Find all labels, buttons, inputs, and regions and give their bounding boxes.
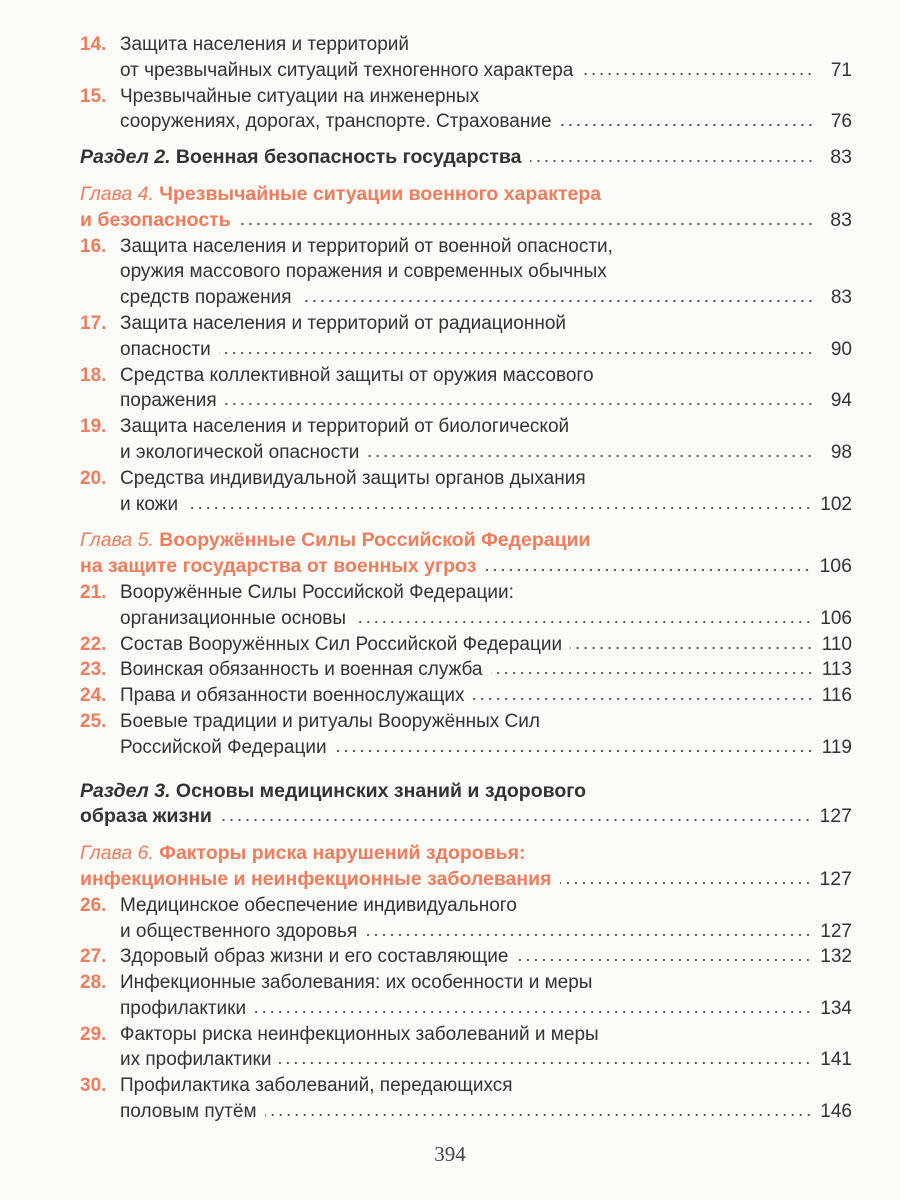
topic-number: 29. [80,1023,107,1045]
toc-line [80,109,852,135]
toc-line [80,804,852,830]
dot-leader [367,454,814,458]
entry-title: Состав Вооружённых Сил Российской Федерации [120,633,563,655]
toc-topic-entry [80,363,852,415]
dot-leader [570,646,814,650]
entry-title: оружия массового поражения и современных обычных [120,261,607,283]
toc-line [80,492,852,518]
entry-label: Раздел 2. [80,146,171,169]
entry-title: Военная безопасность государства [175,146,522,169]
entry-title: образа жизни [80,805,212,828]
toc-line [80,234,852,260]
toc-line [80,657,852,683]
dot-leader [219,351,814,355]
page-ref: 127 [819,805,852,828]
topic-number: 23. [80,659,107,681]
topic-number: 26. [80,894,107,916]
dot-leader [225,402,814,406]
dot-leader [516,958,812,962]
toc-line [80,970,852,996]
page-ref: 106 [819,555,852,578]
dot-leader [186,506,812,510]
entry-title: Защита населения и территорий от военной опасности, [120,235,613,257]
toc-line [80,84,852,110]
toc-line [80,735,852,761]
table-of-contents [80,32,852,1125]
toc-topic-entry [80,1073,852,1125]
entry-title: Инфекционные заболевания: их особенности и меры [120,972,593,994]
page-ref: 106 [820,607,852,629]
entry-title: Основы медицинских знаний и здорового [175,779,587,802]
toc-topic-entry [80,683,852,709]
toc-topic-entry [80,657,852,683]
entry-title: Средства коллективной защиты от оружия массового [120,364,594,386]
toc-line [80,182,852,208]
toc-line [80,606,852,632]
dot-leader [354,620,812,624]
entry-label: Глава 4. [80,182,154,205]
topic-number: 24. [80,685,107,707]
entry-title: Факторы риска неинфекционных заболеваний и меры [120,1023,599,1045]
toc-topic-entry [80,709,852,761]
toc-line [80,440,852,466]
toc-topic-entry [80,580,852,632]
toc-line [80,944,852,970]
toc-chapter-entry [80,182,852,234]
toc-line [80,58,852,84]
toc-line [80,363,852,389]
toc-line [80,388,852,414]
entry-title: Профилактика заболеваний, передающихся [120,1075,513,1097]
topic-number: 30. [80,1075,107,1097]
toc-line [80,996,852,1022]
page-ref: 76 [830,111,852,133]
entry-title: Защита населения и территорий от биологической [120,416,570,438]
toc-topic-entry [80,84,852,136]
toc-line [80,779,852,805]
topic-number: 28. [80,972,107,994]
toc-line [80,632,852,658]
toc-line [80,919,852,945]
topic-number: 14. [80,34,107,55]
toc-line [80,414,852,440]
entry-title: поражения [120,390,217,412]
entry-title: Факторы риска нарушений здоровья: [159,842,526,865]
entry-title: Воинская обязанность и военная служба [120,659,483,681]
page-ref: 141 [820,1049,852,1071]
toc-topic-entry [80,466,852,518]
page-ref: 83 [830,287,852,309]
dot-leader [239,222,814,226]
entry-title: Защита населения и территорий от радиационной [120,312,567,334]
page-ref: 127 [820,920,852,942]
topic-number: 22. [80,633,107,655]
page-ref: 71 [830,59,852,81]
toc-line [80,841,852,867]
toc-topic-entry [80,32,852,84]
topic-number: 18. [80,364,107,386]
dot-leader [581,72,814,76]
toc-line [80,709,852,735]
dot-leader [473,697,814,701]
entry-title: Вооружённые Силы Российской Федерации [159,529,591,552]
topic-number: 27. [80,946,107,968]
entry-label: Глава 6. [80,842,154,865]
dot-leader [365,933,812,937]
page-ref: 113 [821,659,852,681]
toc-line [80,466,852,492]
toc-chapter-entry [80,841,852,893]
toc-line [80,311,852,337]
toc-line [80,580,852,606]
entry-title: от чрезвычайных ситуаций техногенного характера [120,59,574,81]
page-ref: 83 [830,208,852,231]
dot-leader [254,1010,812,1014]
page-ref: 102 [820,493,852,515]
toc-line [80,1073,852,1099]
entry-title: половым путём [120,1101,257,1123]
entry-title: Медицинское обеспечение индивидуального [120,894,517,916]
toc-topic-entry [80,414,852,466]
page-ref: 90 [830,338,852,360]
page-ref: 110 [821,633,852,655]
entry-title: Чрезвычайные ситуации на инженерных [120,85,480,107]
entry-title: и кожи [120,493,179,515]
dot-leader [265,1113,813,1117]
dot-leader [279,1061,812,1065]
toc-line [80,285,852,311]
toc-line [80,32,852,58]
topic-number: 21. [80,581,107,603]
entry-title: организационные основы [120,607,347,629]
page-ref: 94 [830,390,852,412]
dot-leader [560,881,812,885]
toc-line [80,683,852,709]
toc-line [80,1099,852,1125]
entry-title: сооружениях, дорогах, транспорте. Страхование [120,111,552,133]
toc-topic-entry [80,311,852,363]
entry-title: на защите государства от военных угроз [80,555,477,578]
entry-label: Глава 5. [80,529,154,552]
topic-number: 19. [80,416,107,438]
toc-line [80,1047,852,1073]
toc-line [80,893,852,919]
dot-leader [335,749,814,753]
toc-chapter-entry [80,528,852,580]
entry-title: инфекционные и неинфекционные заболевания [80,867,552,890]
topic-number: 15. [80,85,107,107]
toc-section-entry [80,145,852,171]
toc-topic-entry [80,632,852,658]
page-ref: 127 [819,867,852,890]
topic-number: 20. [80,467,107,489]
page-number: 394 [434,1142,466,1166]
dot-leader [530,159,815,163]
toc-line [80,337,852,363]
toc-line [80,208,852,234]
entry-title: средств поражения [120,287,292,309]
toc-topic-entry [80,1022,852,1074]
entry-title: Защита населения и территорий [120,34,409,55]
toc-line [80,867,852,893]
dot-leader [491,671,814,675]
toc-line [80,259,852,285]
toc-line [80,554,852,580]
entry-title: Чрезвычайные ситуации военного характера [159,182,602,205]
entry-title: Средства индивидуальной защиты органов дыхания [120,467,586,489]
page-ref: 83 [830,146,852,169]
toc-topic-entry [80,970,852,1022]
page-ref: 134 [820,997,852,1019]
topic-number: 16. [80,235,107,257]
toc-line [80,528,852,554]
entry-title: и безопасность [80,208,231,231]
page-ref: 98 [830,441,852,463]
page-ref: 119 [821,736,852,758]
page-ref: 116 [821,685,852,707]
entry-title: Права и обязанности военнослужащих [120,685,465,707]
entry-title: Российской Федерации [120,736,327,758]
entry-title: опасности [120,338,211,360]
entry-title: Боевые традиции и ритуалы Вооружённых Сил [120,710,540,732]
topic-number: 25. [80,710,107,732]
entry-title: профилактики [120,997,247,1019]
dot-leader [484,568,811,572]
toc-topic-entry [80,893,852,945]
dot-leader [560,123,814,127]
entry-title: их профилактики [120,1049,272,1071]
toc-topic-entry [80,234,852,311]
entry-title: и общественного здоровья [120,920,358,942]
entry-title: Вооружённые Силы Российской Федерации: [120,581,514,603]
page-ref: 132 [820,946,852,968]
dot-leader [220,818,812,822]
toc-topic-entry [80,944,852,970]
entry-title: Здоровый образ жизни и его составляющие [120,946,509,968]
toc-line [80,145,852,171]
entry-label: Раздел 3. [80,779,171,802]
entry-title: и экологической опасности [120,441,360,463]
page-ref: 146 [820,1101,852,1123]
dot-leader [300,299,814,303]
toc-section-entry [80,779,852,831]
topic-number: 17. [80,312,107,334]
toc-line [80,1022,852,1048]
